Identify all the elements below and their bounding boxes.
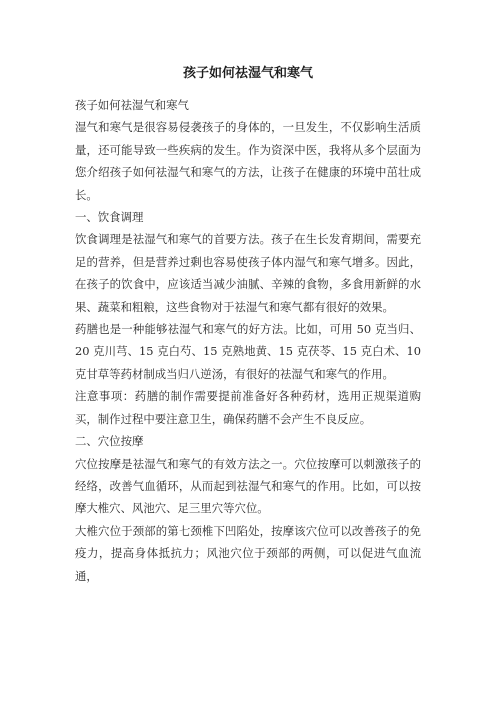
paragraph-acupoint: 穴位按摩是祛湿气和寒气的有效方法之一。穴位按摩可以刺激孩子的经络，改善气血循环，从而起到祛湿气和寒气的作用。比如，可以按摩大椎穴、风池穴、足三里穴等穴位。 bbox=[75, 456, 421, 516]
paragraph-notes: 注意事项：药膳的制作需要提前准备好各种药材，选用正规渠道购买，制作过程中要注意卫生，确保药膳不会产生不良反应。 bbox=[75, 389, 421, 426]
section-heading-diet: 一、饮食调理 bbox=[75, 210, 144, 225]
document-title: 孩子如何祛湿气和寒气 bbox=[182, 66, 313, 81]
paragraph-intro: 湿气和寒气是很容易侵袭孩子的身体的，一旦发生，不仅影响生活质量，还可能导致一些疾病的发生。作为资深中医，我将从多个层面为您介绍孩子如何祛湿气和寒气的方法，让孩子在健康的环境中茁壮成长。 bbox=[75, 120, 421, 202]
paragraph-diet: 饮食调理是祛湿气和寒气的首要方法。孩子在生长发育期间，需要充足的营养，但是营养过剩也容易使孩子体内湿气和寒气增多。因此，在孩子的饮食中，应该适当减少油腻、辛辣的食物，多食用新鲜的水果、蔬菜和粗粮，这些食物对于祛湿气和寒气都有很好的效果。 bbox=[75, 232, 421, 314]
paragraph-subtitle: 孩子如何祛湿气和寒气 bbox=[75, 98, 189, 112]
paragraph-herbal-diet: 药膳也是一种能够祛湿气和寒气的好方法。比如，可用 50 克当归、20 克川芎、15 克白芍、15 克熟地黄、15 克茯苓、15 克白术、10 克甘草等药材制成当归八逆汤，有很好的祛湿气和寒气的作用。 bbox=[75, 322, 421, 381]
document-page bbox=[75, 58, 421, 587]
paragraph-dazhui: 大椎穴位于颈部的第七颈椎下凹陷处，按摩该穴位可以改善孩子的免疫力，提高身体抵抗力；风池穴位于颈部的两侧，可以促进气血流通， bbox=[75, 523, 421, 583]
section-heading-acupoint: 二、穴位按摩 bbox=[75, 434, 144, 449]
